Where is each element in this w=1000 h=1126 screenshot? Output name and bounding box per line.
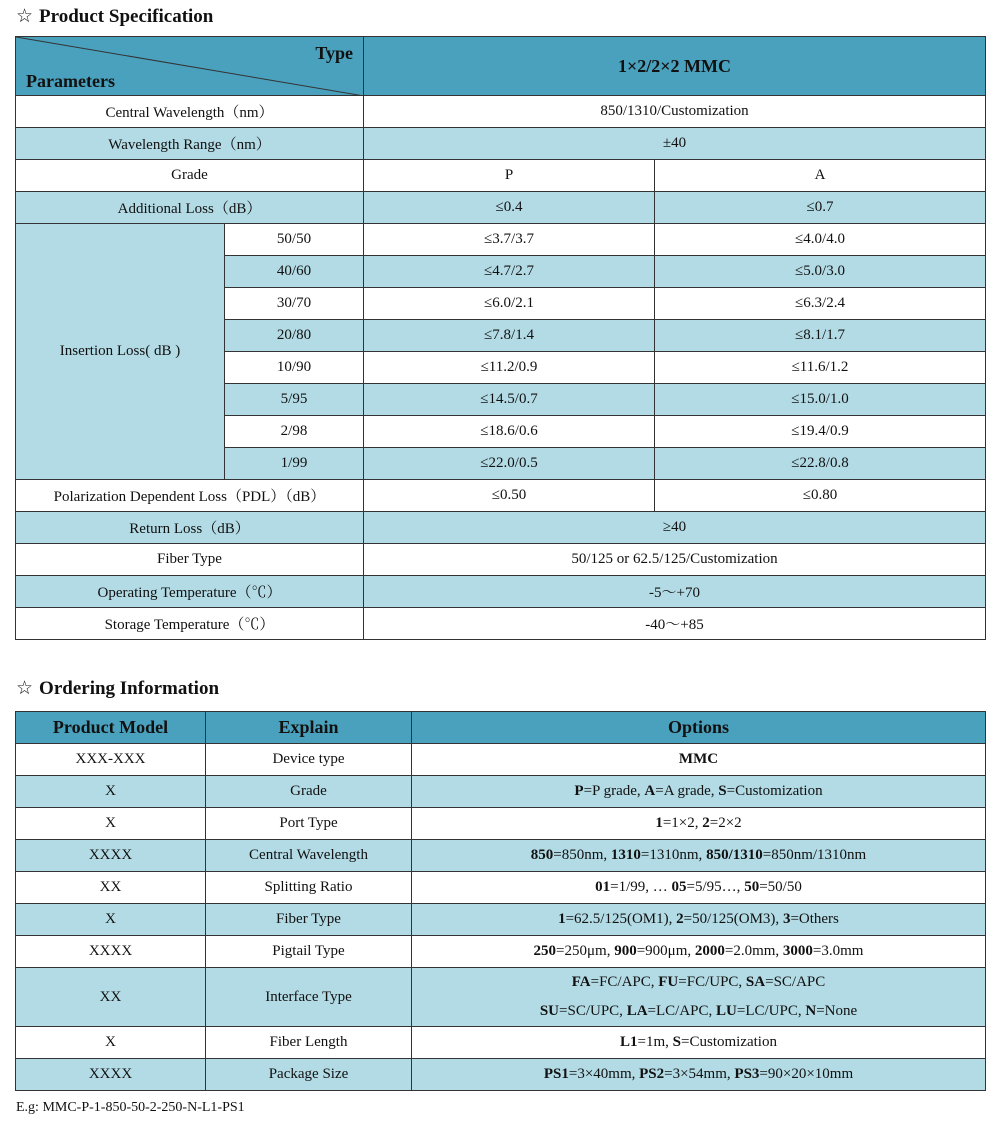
ordering-row bbox=[16, 1027, 986, 1059]
ordering-model-cell: XX bbox=[16, 872, 206, 904]
ordering-model-cell: X bbox=[16, 904, 206, 936]
ordering-model-cell: XXXX bbox=[16, 840, 206, 872]
ordering-row bbox=[16, 872, 986, 904]
star-outline-icon: ☆ bbox=[16, 6, 34, 27]
insertion-loss-label: Insertion Loss( dB ) bbox=[16, 224, 225, 480]
ordering-row bbox=[16, 936, 986, 968]
product-model-header: Product Model bbox=[16, 712, 206, 744]
ordering-row bbox=[16, 808, 986, 840]
ordering-options-cell: 01=1/99, … 05=5/95…, 50=50/50 bbox=[412, 872, 986, 904]
ordering-row bbox=[16, 776, 986, 808]
ordering-explain-cell: Splitting Ratio bbox=[206, 872, 412, 904]
row-insertion-loss: 40/60 ≤4.7/2.7 ≤5.0/3.0 bbox=[16, 256, 986, 288]
row-insertion-loss: Insertion Loss( dB ) 50/50 ≤3.7/3.7 ≤4.0/4.0 bbox=[16, 224, 986, 256]
ordering-explain-cell: Interface Type bbox=[206, 968, 412, 1027]
ordering-explain-cell: Package Size bbox=[206, 1059, 412, 1091]
row-pdl: Polarization Dependent Loss（PDL）（dB） ≤0.50 ≤0.80 bbox=[16, 480, 986, 512]
row-additional-loss: Additional Loss（dB） ≤0.4 ≤0.7 bbox=[16, 192, 986, 224]
ordering-options-cell: P=P grade, A=A grade, S=Customization bbox=[412, 776, 986, 808]
row-insertion-loss: 2/98 ≤18.6/0.6 ≤19.4/0.9 bbox=[16, 416, 986, 448]
ordering-row bbox=[16, 968, 986, 1027]
star-outline-icon: ☆ bbox=[16, 678, 34, 699]
ordering-section-title: ☆ Ordering Information bbox=[16, 678, 220, 699]
ordering-model-cell: X bbox=[16, 776, 206, 808]
ordering-explain-cell: Fiber Type bbox=[206, 904, 412, 936]
ordering-explain-cell: Central Wavelength bbox=[206, 840, 412, 872]
ordering-explain-cell: Pigtail Type bbox=[206, 936, 412, 968]
ordering-options-cell: 850=850nm, 1310=1310nm, 850/1310=850nm/1310nm bbox=[412, 840, 986, 872]
spec-header-row bbox=[16, 37, 986, 96]
ordering-row bbox=[16, 1059, 986, 1091]
row-insertion-loss: 10/90 ≤11.2/0.9 ≤11.6/1.2 bbox=[16, 352, 986, 384]
row-insertion-loss: 1/99 ≤22.0/0.5 ≤22.8/0.8 bbox=[16, 448, 986, 480]
ordering-model-cell: XXXX bbox=[16, 936, 206, 968]
ordering-options-cell: PS1=3×40mm, PS2=3×54mm, PS3=90×20×10mm bbox=[412, 1059, 986, 1091]
row-insertion-loss: 20/80 ≤7.8/1.4 ≤8.1/1.7 bbox=[16, 320, 986, 352]
ordering-model-cell: X bbox=[16, 808, 206, 840]
ordering-row bbox=[16, 904, 986, 936]
ordering-model-cell: X bbox=[16, 1027, 206, 1059]
explain-header: Explain bbox=[206, 712, 412, 744]
ordering-options-cell: 1=62.5/125(OM1), 2=50/125(OM3), 3=Others bbox=[412, 904, 986, 936]
ordering-options-cell: 250=250μm, 900=900μm, 2000=2.0mm, 3000=3.0mm bbox=[412, 936, 986, 968]
ordering-row bbox=[16, 744, 986, 776]
row-return-loss: Return Loss（dB） ≥40 bbox=[16, 512, 986, 544]
ordering-model-cell: XXX-XXX bbox=[16, 744, 206, 776]
row-fiber-type: Fiber Type 50/125 or 62.5/125/Customization bbox=[16, 544, 986, 576]
ordering-options-cell: MMC bbox=[412, 744, 986, 776]
ordering-options-cell: L1=1m, S=Customization bbox=[412, 1027, 986, 1059]
ordering-row bbox=[16, 840, 986, 872]
row-storage-temperature: Storage Temperature（℃） -40～+85 bbox=[16, 608, 986, 640]
spec-section-title: ☆ Product Specification bbox=[16, 6, 214, 27]
ordering-explain-cell: Grade bbox=[206, 776, 412, 808]
ordering-explain-cell: Device type bbox=[206, 744, 412, 776]
ordering-options-cell: FA=FC/APC, FU=FC/UPC, SA=SC/APC SU=SC/UPC, LA=LC/APC, LU=LC/UPC, N=None bbox=[412, 968, 986, 1027]
row-grade: Grade P A bbox=[16, 160, 986, 192]
ordering-explain-cell: Port Type bbox=[206, 808, 412, 840]
spec-table bbox=[15, 36, 986, 640]
row-insertion-loss: 30/70 ≤6.0/2.1 ≤6.3/2.4 bbox=[16, 288, 986, 320]
ordering-model-cell: XX bbox=[16, 968, 206, 1027]
options-header: Options bbox=[412, 712, 986, 744]
model-header: 1×2/2×2 MMC bbox=[364, 37, 986, 96]
example-code: E.g: MMC-P-1-850-50-2-250-N-L1-PS1 bbox=[16, 1100, 245, 1115]
ordering-options-cell: 1=1×2, 2=2×2 bbox=[412, 808, 986, 840]
ordering-header-row bbox=[16, 712, 986, 744]
ordering-model-cell: XXXX bbox=[16, 1059, 206, 1091]
row-operating-temperature: Operating Temperature（℃） -5～+70 bbox=[16, 576, 986, 608]
row-central-wavelength: Central Wavelength（nm） 850/1310/Customization bbox=[16, 96, 986, 128]
row-wavelength-range: Wavelength Range（nm） ±40 bbox=[16, 128, 986, 160]
ordering-explain-cell: Fiber Length bbox=[206, 1027, 412, 1059]
ordering-table bbox=[15, 711, 986, 1091]
row-insertion-loss: 5/95 ≤14.5/0.7 ≤15.0/1.0 bbox=[16, 384, 986, 416]
type-parameters-header: Type Parameters bbox=[16, 37, 364, 96]
